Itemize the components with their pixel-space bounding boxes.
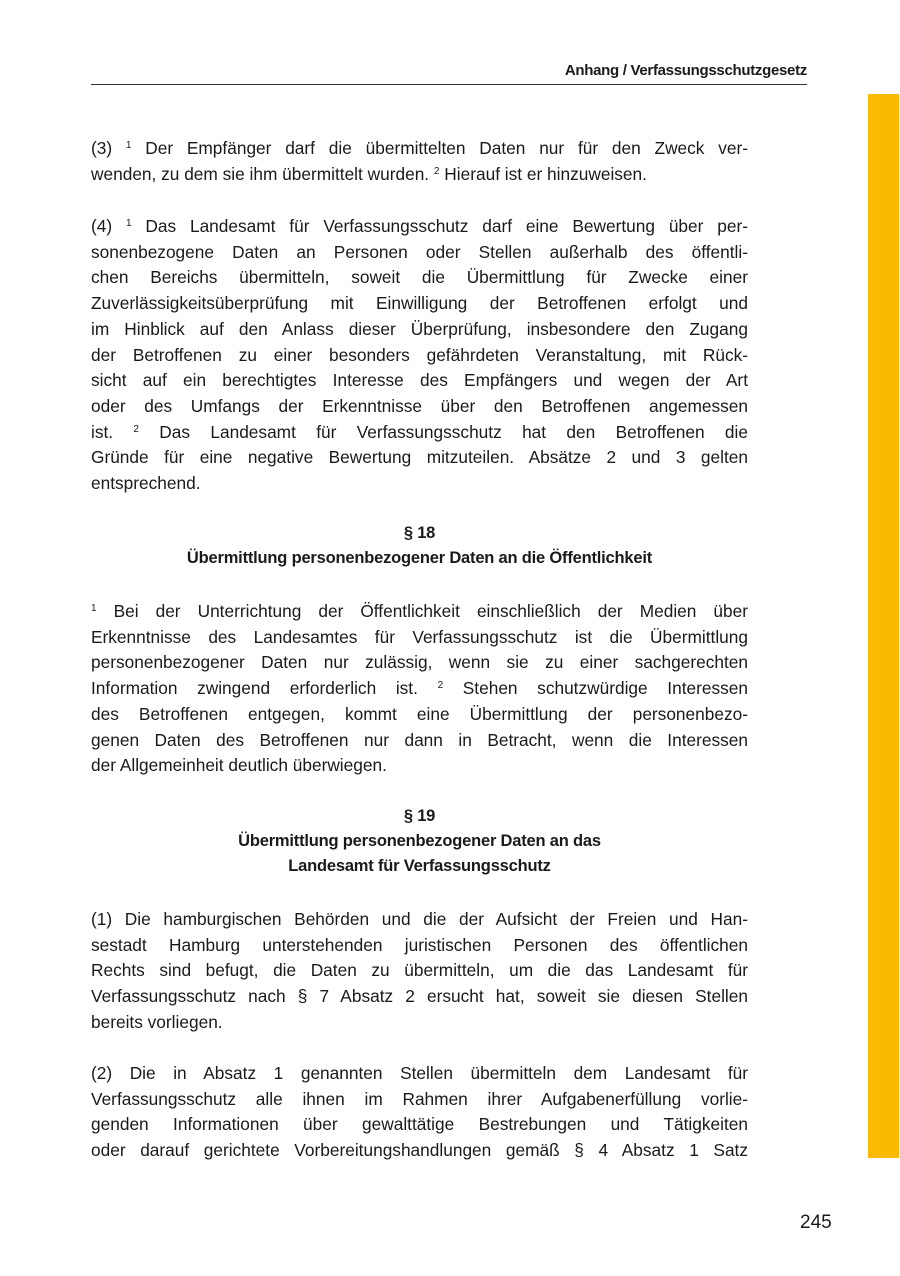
text-run: der Betroffenen zu einer besonders gefährdeten Veranstaltung, mit Rück- xyxy=(91,344,748,365)
text-run: Bei der Unterrichtung der Öffentlichkeit einschließlich der Medien über xyxy=(96,601,748,621)
text-run: genen Daten des Betroffenen nur dann in Betracht, wenn die Interessen xyxy=(91,729,748,750)
page-number: 245 xyxy=(800,1212,832,1233)
text-run: oder des Umfangs der Erkenntnisse über den Betroffenen angemessen xyxy=(91,395,748,416)
text-run: Information zwingend erforderlich ist. xyxy=(91,678,438,699)
paragraph-line xyxy=(91,470,748,496)
sentence-number: 1 xyxy=(125,218,132,229)
paragraph-line xyxy=(91,1137,748,1163)
paragraph-line xyxy=(91,1086,748,1112)
text-run: Gründe für eine negative Bewertung mitzuteilen. Absätze 2 und 3 gelten xyxy=(91,447,748,468)
paragraph-line xyxy=(91,1009,748,1035)
text-run: der Allgemeinheit deutlich überwiegen. xyxy=(91,755,387,776)
running-header xyxy=(91,62,807,85)
paragraph-line xyxy=(91,367,748,393)
sentence-number: 1 xyxy=(125,140,132,151)
paragraph-line xyxy=(91,213,748,239)
text-run: entsprechend. xyxy=(91,473,201,493)
paragraph-line xyxy=(91,239,748,265)
paragraph-line xyxy=(91,701,748,727)
paragraph-line xyxy=(91,1111,748,1137)
paragraph-line xyxy=(91,393,748,419)
paragraph-line xyxy=(91,983,748,1009)
paragraph-line xyxy=(91,624,748,650)
paragraph-line xyxy=(91,342,748,368)
paragraph-line xyxy=(91,290,748,316)
text-run: des Betroffenen entgegen, kommt eine Übermittlung der personenbezo- xyxy=(91,703,748,724)
sentence-number: 1 xyxy=(91,603,97,614)
section-title: Landesamt für Verfassungsschutz xyxy=(288,857,551,875)
text-run: chen Bereichs übermitteln, soweit die Übermittlung für Zwecke einer xyxy=(91,267,748,288)
sentence-number: 2 xyxy=(133,423,139,435)
text-run: (1) Die hamburgischen Behörden und die der Aufsicht der Freien und Han- xyxy=(91,909,748,929)
text-run: (4) xyxy=(91,216,126,236)
text-run: Zuverlässigkeitsüberprüfung mit Einwilligung der Betroffenen erfolgt und xyxy=(91,293,748,314)
paragraph-line xyxy=(91,1060,748,1086)
text-run: Der Empfänger darf die übermittelten Daten nur für den Zweck ver- xyxy=(131,138,748,158)
paragraph-line xyxy=(91,161,748,187)
text-run: Stehen schutzwürdige Interessen xyxy=(443,678,748,699)
text-run: Rechts sind befugt, die Daten zu übermitteln, um die das Landesamt für xyxy=(91,960,748,981)
text-run: Erkenntnisse des Landesamtes für Verfassungsschutz ist die Übermittlung xyxy=(91,626,748,647)
paragraph-line xyxy=(91,957,748,983)
text-run: Das Landesamt für Verfassungsschutz darf eine Bewertung über per- xyxy=(131,216,748,236)
section-number: § 19 xyxy=(403,807,436,825)
text-run: personenbezogener Daten nur zulässig, wenn sie zu einer sachgerechten xyxy=(91,652,748,673)
chapter-tab-marker xyxy=(868,94,899,1158)
text-run: wenden, zu dem sie ihm übermittelt wurden. xyxy=(91,163,434,184)
paragraph-line xyxy=(91,752,748,778)
sentence-number: 2 xyxy=(433,165,440,177)
text-run: Verfassungsschutz nach § 7 Absatz 2 ersucht hat, soweit sie diesen Stellen xyxy=(91,986,748,1007)
section-title: Übermittlung personenbezogener Daten an das xyxy=(238,832,601,850)
paragraph-line xyxy=(91,264,748,290)
section-title: Übermittlung personenbezogener Daten an die Öffentlichkeit xyxy=(186,549,653,567)
paragraph-line xyxy=(91,419,748,445)
text-run: im Hinblick auf den Anlass dieser Überprüfung, insbesondere den Zugang xyxy=(91,318,748,339)
paragraph-line xyxy=(91,727,748,753)
text-run: (3) xyxy=(91,138,126,158)
text-run: sestadt Hamburg unterstehenden juristischen Personen des öffentlichen xyxy=(91,934,748,955)
paragraph-line xyxy=(91,598,748,624)
paragraph-line xyxy=(91,444,748,470)
text-run: sonenbezogene Daten an Personen oder Stellen außerhalb des öffentli- xyxy=(91,241,748,262)
paragraph-line xyxy=(91,649,748,675)
paragraph-line xyxy=(91,675,748,701)
header-title: Anhang / Verfassungsschutzgesetz xyxy=(564,62,807,79)
section-number: § 18 xyxy=(403,524,436,542)
text-run: genden Informationen über gewalttätige Bestrebungen und Tätigkeiten xyxy=(91,1114,748,1135)
paragraph-line xyxy=(91,932,748,958)
text-run: sicht auf ein berechtigtes Interesse des Empfängers und wegen der Art xyxy=(91,370,748,391)
text-run: (2) Die in Absatz 1 genannten Stellen übermitteln dem Landesamt für xyxy=(91,1063,748,1083)
text-run: oder darauf gerichtete Vorbereitungshandlungen gemäß § 4 Absatz 1 Satz xyxy=(91,1140,748,1161)
text-run: bereits vorliegen. xyxy=(91,1011,223,1032)
sentence-number: 2 xyxy=(437,680,444,692)
paragraph-line xyxy=(91,906,748,932)
text-run: Das Landesamt für Verfassungsschutz hat den Betroffenen die xyxy=(138,421,748,442)
paragraph-line xyxy=(91,316,748,342)
text-run: ist. xyxy=(91,421,134,442)
text-run: Verfassungsschutz alle ihnen im Rahmen ihrer Aufgabenerfüllung vorlie- xyxy=(91,1088,748,1109)
paragraph-line xyxy=(91,135,748,161)
text-run: Hierauf ist er hinzuweisen. xyxy=(439,163,647,184)
